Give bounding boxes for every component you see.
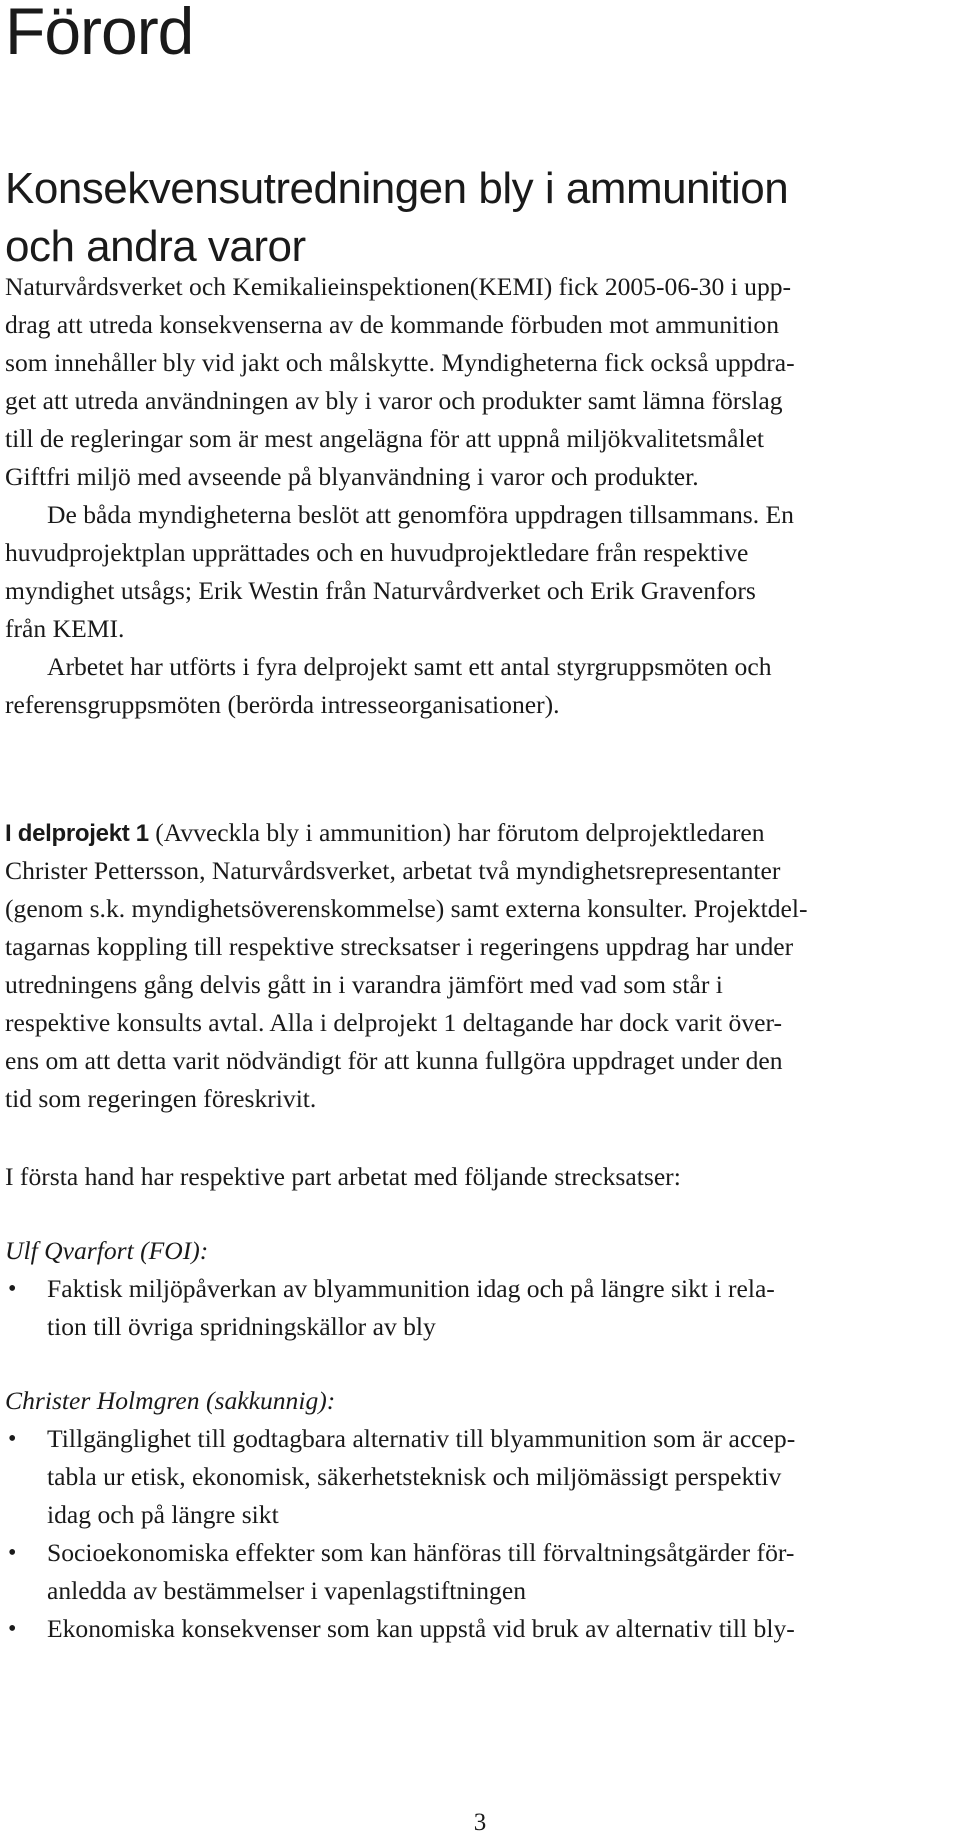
text-line: (genom s.k. myndighetsöverenskommelse) samt externa konsulter. Projektdel- [5,894,808,923]
section-heading-line: och andra varor [5,222,306,271]
delprojekt-lead: I delprojekt 1 [5,820,149,847]
text-line: tid som regeringen föreskrivit. [5,1084,317,1113]
text-line: get att utreda användningen av bly i varor och produkter samt lämna förslag [5,386,783,415]
text-line: ens om att detta varit nödvändigt för att kunna fullgöra uppdraget under den [5,1046,783,1075]
text-line: anledda av bestämmelser i vapenlagstiftningen [47,1576,527,1605]
text-line: idag och på längre sikt [47,1500,279,1529]
text-line: från KEMI. [5,614,125,643]
delprojekt-paragraph [5,814,807,1118]
text-line: tabla ur etisk, ekonomisk, säkerhetsteknisk och miljömässigt perspektiv [47,1462,782,1491]
person-name: Christer Holmgren (sakkunnig): [5,1386,336,1415]
text-line: Arbetet har utförts i fyra delprojekt samt ett antal styrgruppsmöten och [47,652,772,681]
list-item [5,1534,795,1610]
person-name: Ulf Qvarfort (FOI): [5,1236,209,1265]
text-line: Ekonomiska konsekvenser som kan uppstå vid bruk av alternativ till bly- [47,1614,795,1643]
text-line: Christer Pettersson, Naturvårdsverket, arbetat två myndighetsrepresentanter [5,856,781,885]
text-line [5,814,807,852]
text-line: huvudprojektplan upprättades och en huvudprojektledare från respektive [5,538,749,567]
list-item [5,1270,775,1346]
text-line: myndighet utsågs; Erik Westin från Naturvårdverket och Erik Gravenfors [5,576,756,605]
list-item [5,1610,795,1648]
text-line: De båda myndigheterna beslöt att genomföra uppdragen tillsammans. En [47,500,794,529]
section-heading [5,160,788,276]
person-label [5,1232,208,1270]
page-title: Förord [5,0,194,68]
bullet-icon: • [8,1616,17,1642]
intro-paragraph [5,268,795,724]
text-line: I första hand har respektive part arbetat med följande strecksatser: [5,1162,681,1191]
bullet-icon: • [8,1540,17,1566]
text-line: Socioekonomiska effekter som kan hänföras till förvaltningsåtgärder för- [47,1538,795,1567]
text-line: tion till övriga spridningskällor av bly [47,1312,436,1341]
text-line: till de regleringar som är mest angelägna för att uppnå miljökvalitetsmålet [5,424,765,453]
text-line: Giftfri miljö med avseende på blyanvändning i varor och produkter. [5,462,699,491]
bullet-list [5,1420,795,1648]
section-heading-line: Konsekvensutredningen bly i ammunition [5,164,789,213]
page-number: 3 [473,1809,487,1836]
text-line: Tillgänglighet till godtagbara alternativ till blyammunition som är accep- [47,1424,796,1453]
text-line: som innehåller bly vid jakt och målskytte. Myndigheterna fick också uppdra- [5,348,795,377]
list-item [5,1420,795,1534]
strecksatser-intro [5,1158,681,1196]
person-label [5,1382,335,1420]
bullet-list [5,1270,775,1346]
text-line: respektive konsults avtal. Alla i delprojekt 1 deltagande har dock varit över- [5,1008,783,1037]
text-line: Faktisk miljöpåverkan av blyammunition idag och på längre sikt i rela- [47,1274,775,1303]
text-line: referensgruppsmöten (berörda intresseorganisationer). [5,690,560,719]
bullet-icon: • [8,1276,17,1302]
text-line: Naturvårdsverket och Kemikalieinspektionen(KEMI) fick 2005-06-30 i upp- [5,272,792,301]
bullet-icon: • [8,1426,17,1452]
text-line: drag att utreda konsekvenserna av de kommande förbuden mot ammunition [5,310,779,339]
text-run: (Avveckla bly i ammunition) har förutom delprojektledaren [155,818,765,847]
text-line: utredningens gång delvis gått in i varandra jämfört med vad som står i [5,970,723,999]
text-line: tagarnas koppling till respektive strecksatser i regeringens uppdrag har under [5,932,794,961]
